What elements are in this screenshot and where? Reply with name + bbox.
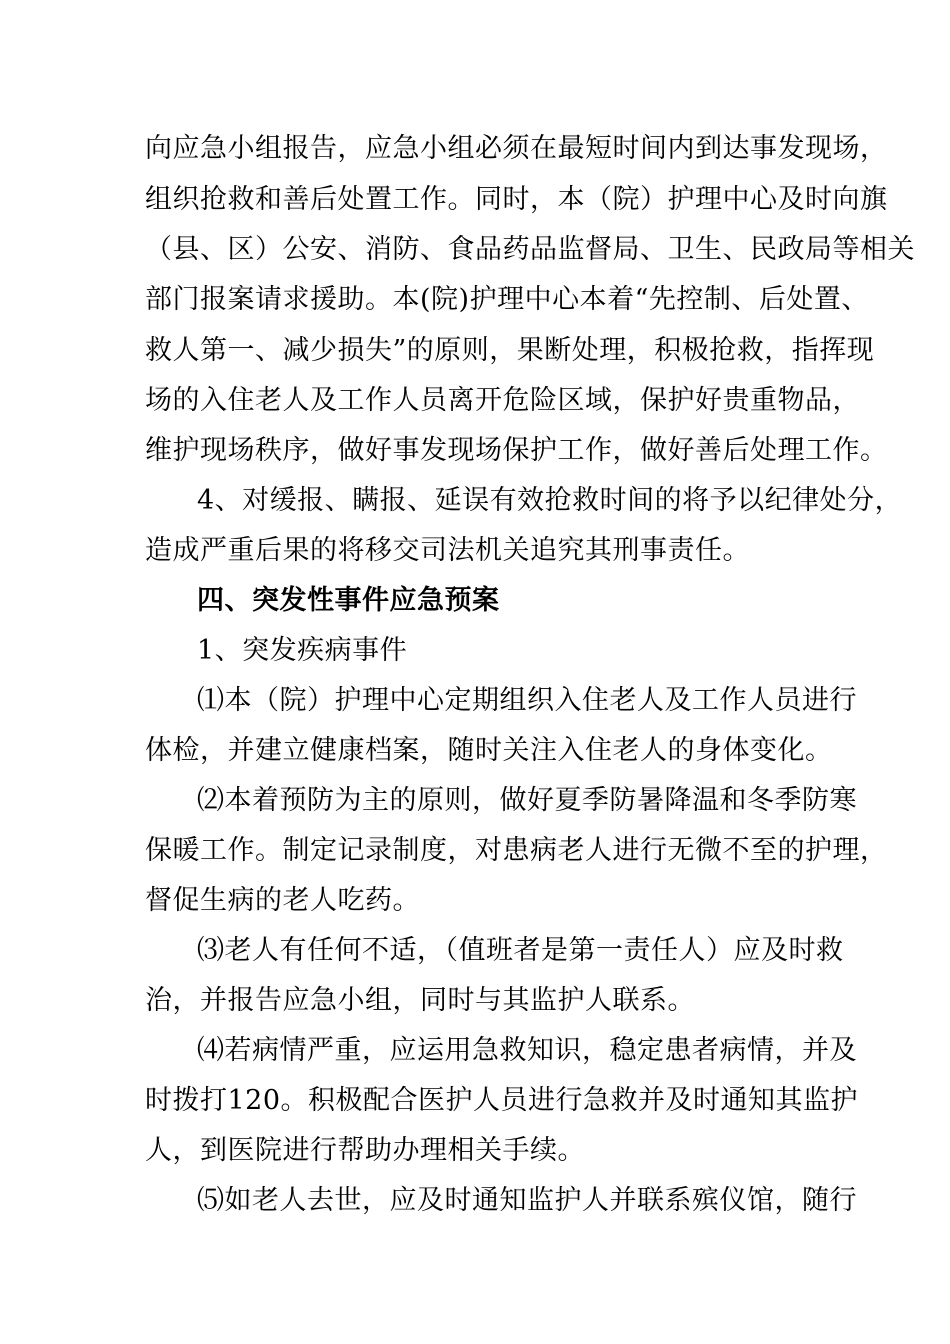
paragraph-line: 向应急小组报告，应急小组必须在最短时间内到达事发现场， (145, 133, 888, 164)
paragraph-line: ⑶老人有任何不适，（值班者是第一责任人）应及时救 (197, 935, 844, 966)
paragraph-line: 人，到医院进行帮助办理相关手续。 (145, 1135, 585, 1166)
paragraph-line: （县、区）公安、消防、食品药品监督局、卫生、民政局等相关 (145, 234, 915, 265)
paragraph-line: 治，并报告应急小组，同时与其监护人联系。 (145, 985, 695, 1016)
paragraph-line: 督促生病的老人吃药。 (145, 885, 420, 916)
subsection-heading: 1、突发疾病事件 (197, 635, 408, 666)
section-heading: 四、突发性事件应急预案 (197, 585, 500, 616)
paragraph-line: 造成严重后果的将移交司法机关追究其刑事责任。 (145, 535, 750, 566)
paragraph-line: ⑷若病情严重，应运用急救知识，稳定患者病情，并及 (197, 1035, 857, 1066)
paragraph-line: ⑵本着预防为主的原则，做好夏季防暑降温和冬季防寒 (197, 785, 857, 816)
paragraph-line: ⑸如老人去世，应及时通知监护人并联系殡仪馆，随行 (197, 1185, 857, 1216)
paragraph-line: 保暖工作。制定记录制度，对患病老人进行无微不至的护理， (145, 835, 888, 866)
paragraph-line: 时拨打120。积极配合医护人员进行急救并及时通知其监护 (145, 1085, 859, 1116)
paragraph-line: ⑴本（院）护理中心定期组织入住老人及工作人员进行 (197, 685, 857, 716)
paragraph-line: 体检，并建立健康档案，随时关注入住老人的身体变化。 (145, 735, 833, 766)
paragraph-line: 组织抢救和善后处置工作。同时，本（院）护理中心及时向旗 (145, 184, 888, 215)
paragraph-line: 场的入住老人及工作人员离开危险区域，保护好贵重物品， (145, 385, 860, 416)
paragraph-line: 救人第一、减少损失”的原则，果断处理，积极抢救，指挥现 (145, 335, 875, 366)
paragraph-line: 4、对缓报、瞒报、延误有效抢救时间的将予以纪律处分， (197, 485, 903, 516)
paragraph-line: 维护现场秩序，做好事发现场保护工作，做好善后处理工作。 (145, 435, 888, 466)
paragraph-line: 部门报案请求援助。本(院)护理中心本着“先控制、后处置、 (145, 284, 869, 315)
